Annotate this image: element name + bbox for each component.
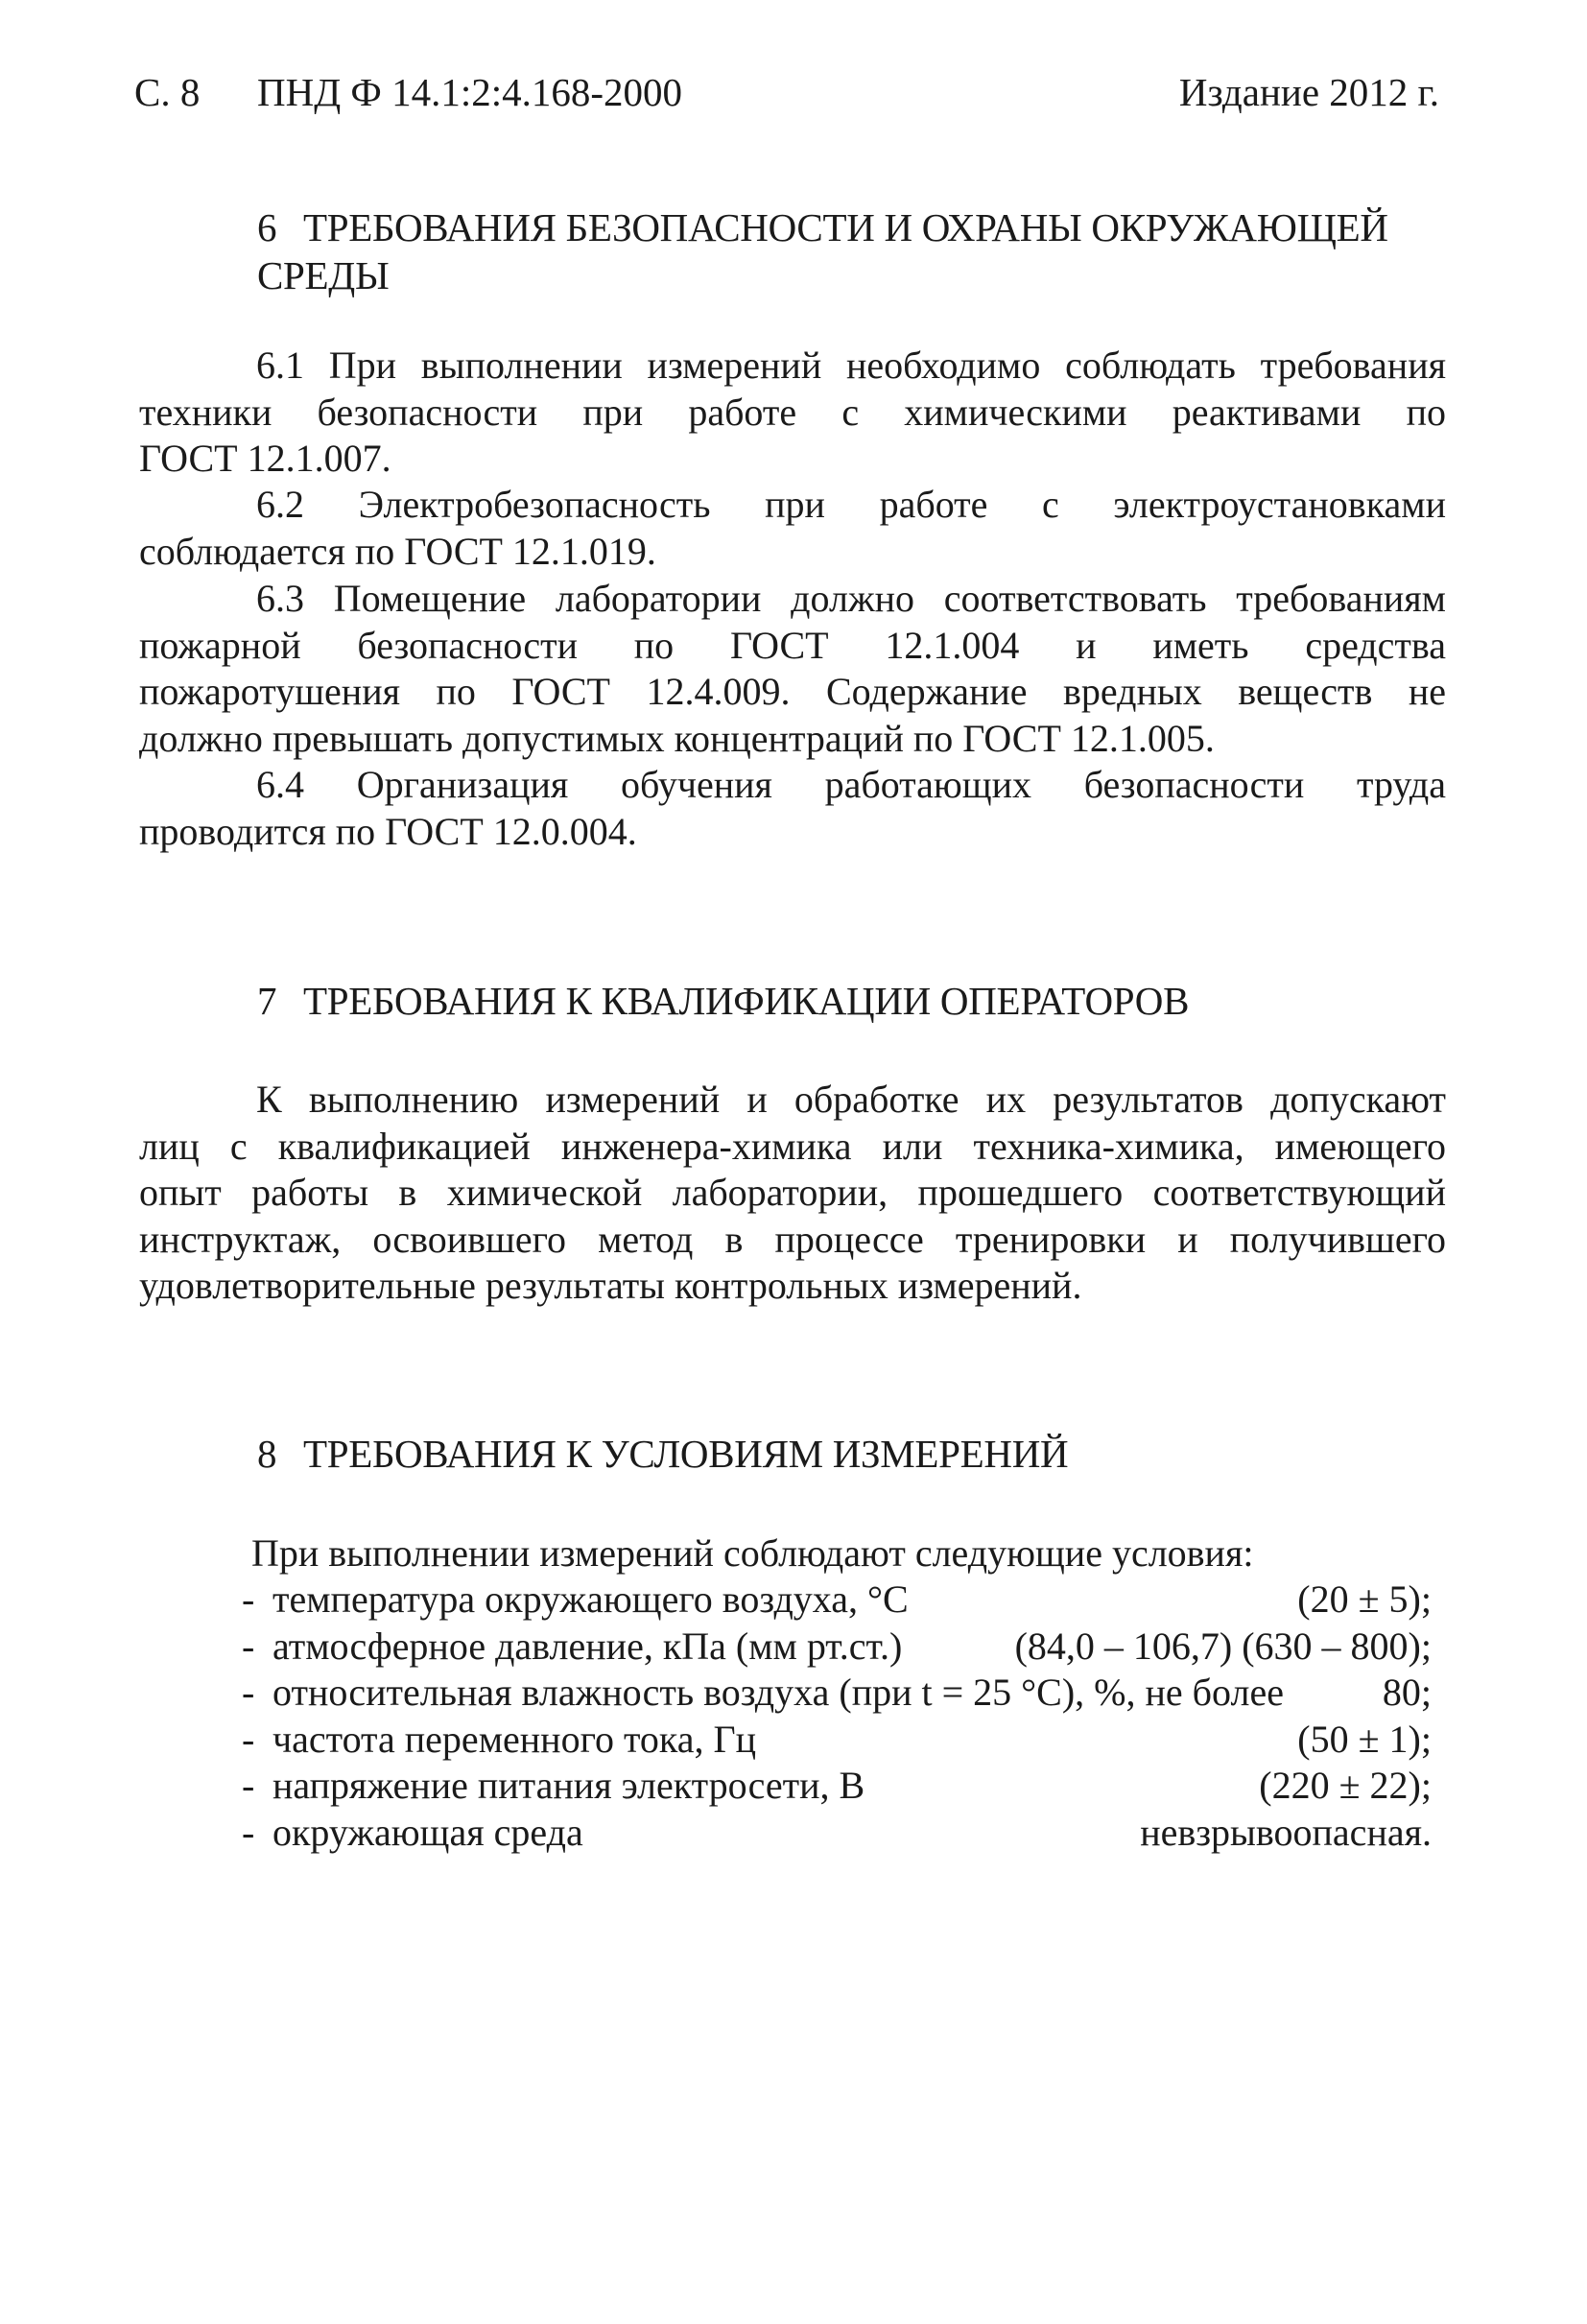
section-7-title-text: ТРЕБОВАНИЯ К КВАЛИФИКАЦИИ ОПЕРАТОРОВ: [303, 979, 1190, 1023]
condition-item: [242, 1810, 1432, 1857]
section-6-paragraph-1: [139, 343, 1446, 483]
text-line: соблюдается по ГОСТ 12.1.019.: [139, 529, 656, 573]
condition-value: (220 ± 22);: [1259, 1764, 1432, 1807]
section-7-number: 7: [257, 979, 277, 1023]
section-6-title-line2: СРЕДЫ: [257, 253, 390, 297]
section-6-number: 6: [257, 205, 277, 249]
text-line: пожарной безопасности по ГОСТ 12.1.004 и иметь средства: [139, 623, 1446, 667]
condition-label: атмосферное давление, кПа (мм рт.ст.): [272, 1624, 903, 1668]
text-line: опыт работы в химической лаборатории, прошедшего соответствующий: [139, 1171, 1446, 1214]
text-line: должно превышать допустимых концентраций по ГОСТ 12.1.005.: [139, 716, 1215, 760]
conditions-list: [242, 1577, 1432, 1856]
section-6-title: [257, 203, 1388, 299]
text-line: удовлетворительные результаты контрольных измерений.: [139, 1264, 1082, 1307]
condition-item: [242, 1577, 1432, 1624]
section-8-title-text: ТРЕБОВАНИЯ К УСЛОВИЯМ ИЗМЕРЕНИЙ: [303, 1432, 1069, 1476]
text-line: ГОСТ 12.1.007.: [139, 437, 391, 480]
text-line: 6.2 Электробезопасность при работе с электроустановками: [256, 483, 1446, 526]
list-dash: -: [242, 1624, 255, 1668]
list-dash: -: [242, 1671, 255, 1714]
text-line: проводится по ГОСТ 12.0.004.: [139, 809, 637, 853]
list-dash: -: [242, 1717, 255, 1761]
section-6-paragraph-4: [139, 762, 1446, 855]
text-line: 6.1 При выполнении измерений необходимо соблюдать требования: [256, 344, 1446, 387]
condition-item: [242, 1717, 1432, 1764]
text-line: пожаротушения по ГОСТ 12.4.009. Содержание вредных веществ не: [139, 670, 1446, 713]
document-code: ПНД Ф 14.1:2:4.168-2000: [257, 70, 683, 114]
condition-label: частота переменного тока, Гц: [272, 1717, 757, 1761]
condition-label: напряжение питания электросети, В: [272, 1764, 865, 1807]
text-line: инструктаж, освоившего метод в процессе тренировки и получившего: [139, 1217, 1446, 1261]
list-dash: -: [242, 1810, 255, 1854]
condition-item: [242, 1670, 1432, 1717]
section-7-title: [257, 977, 1189, 1025]
section-6-paragraph-3: [139, 576, 1446, 762]
page-header: [134, 69, 1439, 127]
text-line: 6.3 Помещение лаборатории должно соответствовать требованиям: [256, 577, 1446, 620]
condition-label: температура окружающего воздуха, °С: [272, 1577, 909, 1621]
conditions-intro: При выполнении измерений соблюдают следующие условия:: [251, 1531, 1254, 1575]
section-6-paragraph-2: [139, 482, 1446, 575]
section-8-title: [257, 1430, 1068, 1478]
section-6-title-line1: ТРЕБОВАНИЯ БЕЗОПАСНОСТИ И ОХРАНЫ ОКРУЖАЮЩЕЙ: [303, 205, 1388, 249]
text-line: техники безопасности при работе с химическими реактивами по: [139, 390, 1446, 434]
section-8-number: 8: [257, 1432, 277, 1476]
page-number: С. 8: [134, 70, 201, 114]
condition-value: 80;: [1382, 1671, 1432, 1714]
list-dash: -: [242, 1764, 255, 1807]
condition-value: невзрывоопасная.: [1140, 1810, 1432, 1854]
condition-label: окружающая среда: [272, 1810, 583, 1854]
text-line: лиц с квалификацией инженера-химика или техника-химика, имеющего: [139, 1124, 1446, 1168]
condition-item: [242, 1763, 1432, 1810]
condition-label: относительная влажность воздуха (при t = 25 °С), %, не более: [272, 1671, 1284, 1714]
condition-value: (20 ± 5);: [1297, 1577, 1432, 1621]
section-7-paragraph: [139, 1077, 1446, 1310]
condition-value: (50 ± 1);: [1297, 1717, 1432, 1761]
edition-label: Издание 2012 г.: [1178, 70, 1439, 114]
condition-item: [242, 1624, 1432, 1671]
text-line: К выполнению измерений и обработке их результатов допускают: [256, 1078, 1446, 1121]
list-dash: -: [242, 1577, 255, 1621]
condition-value: (84,0 – 106,7) (630 – 800);: [1014, 1624, 1432, 1668]
text-line: 6.4 Организация обучения работающих безопасности труда: [256, 763, 1446, 806]
